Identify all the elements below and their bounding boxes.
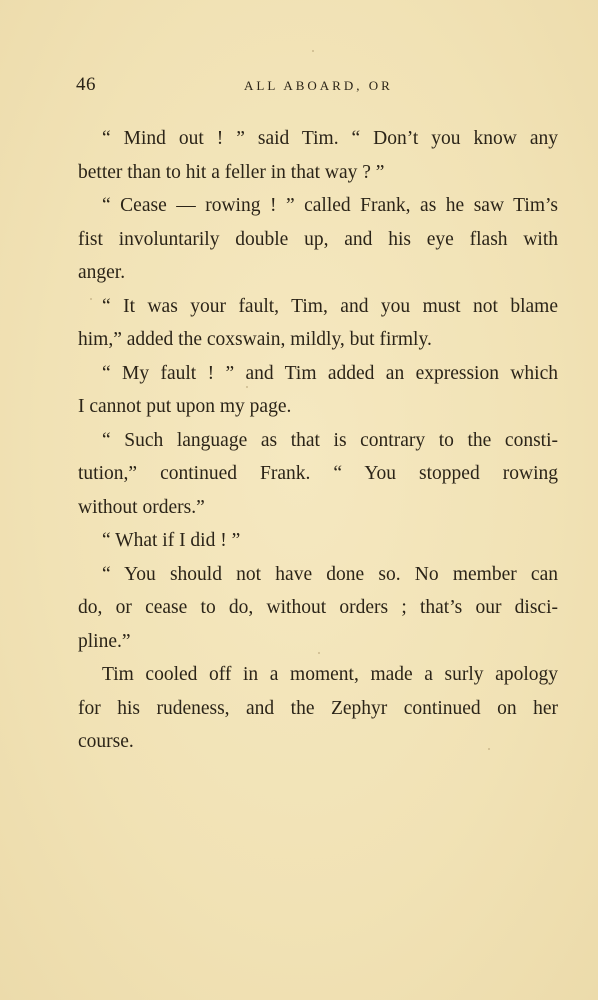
text-line: “ You should not have done so. No member can bbox=[102, 563, 558, 585]
body-text bbox=[78, 122, 558, 759]
text-line: do, or cease to do, without orders ; that’s our disci- bbox=[78, 597, 558, 618]
text-line: without orders.” bbox=[78, 496, 205, 518]
text-line: “ Such language as that is contrary to the consti- bbox=[102, 429, 558, 451]
text-line: course. bbox=[78, 731, 134, 752]
page-header bbox=[76, 74, 560, 98]
text-line: tution,” continued Frank. “ You stopped rowing bbox=[78, 463, 558, 484]
text-line: fist involuntarily double up, and his eye flash with bbox=[78, 228, 558, 250]
text-line: him,” added the coxswain, mildly, but firmly. bbox=[78, 329, 432, 350]
text-line: “ It was your fault, Tim, and you must not blame bbox=[102, 295, 558, 317]
text-line: anger. bbox=[78, 262, 126, 283]
running-head: ALL ABOARD, OR bbox=[244, 78, 393, 93]
page-number: 46 bbox=[76, 74, 96, 95]
text-line: for his rudeness, and the Zephyr continued on her bbox=[78, 697, 558, 719]
paper-speck bbox=[318, 652, 320, 654]
text-line: “ Mind out ! ” said Tim. “ Don’t you know any bbox=[102, 128, 558, 149]
text-line: Tim cooled off in a moment, made a surly apology bbox=[102, 664, 558, 685]
text-line: better than to hit a feller in that way ? ” bbox=[78, 161, 385, 183]
paper-speck bbox=[90, 298, 92, 300]
paper-speck bbox=[488, 748, 490, 750]
text-line: “ Cease — rowing ! ” called Frank, as he saw Tim’s bbox=[102, 195, 558, 216]
paper-speck bbox=[312, 50, 314, 52]
text-line: pline.” bbox=[78, 630, 131, 652]
paper-speck bbox=[246, 386, 248, 388]
text-line: “ My fault ! ” and Tim added an expression which bbox=[102, 362, 558, 384]
text-line: I cannot put upon my page. bbox=[78, 396, 292, 417]
text-line: “ What if I did ! ” bbox=[102, 530, 241, 551]
